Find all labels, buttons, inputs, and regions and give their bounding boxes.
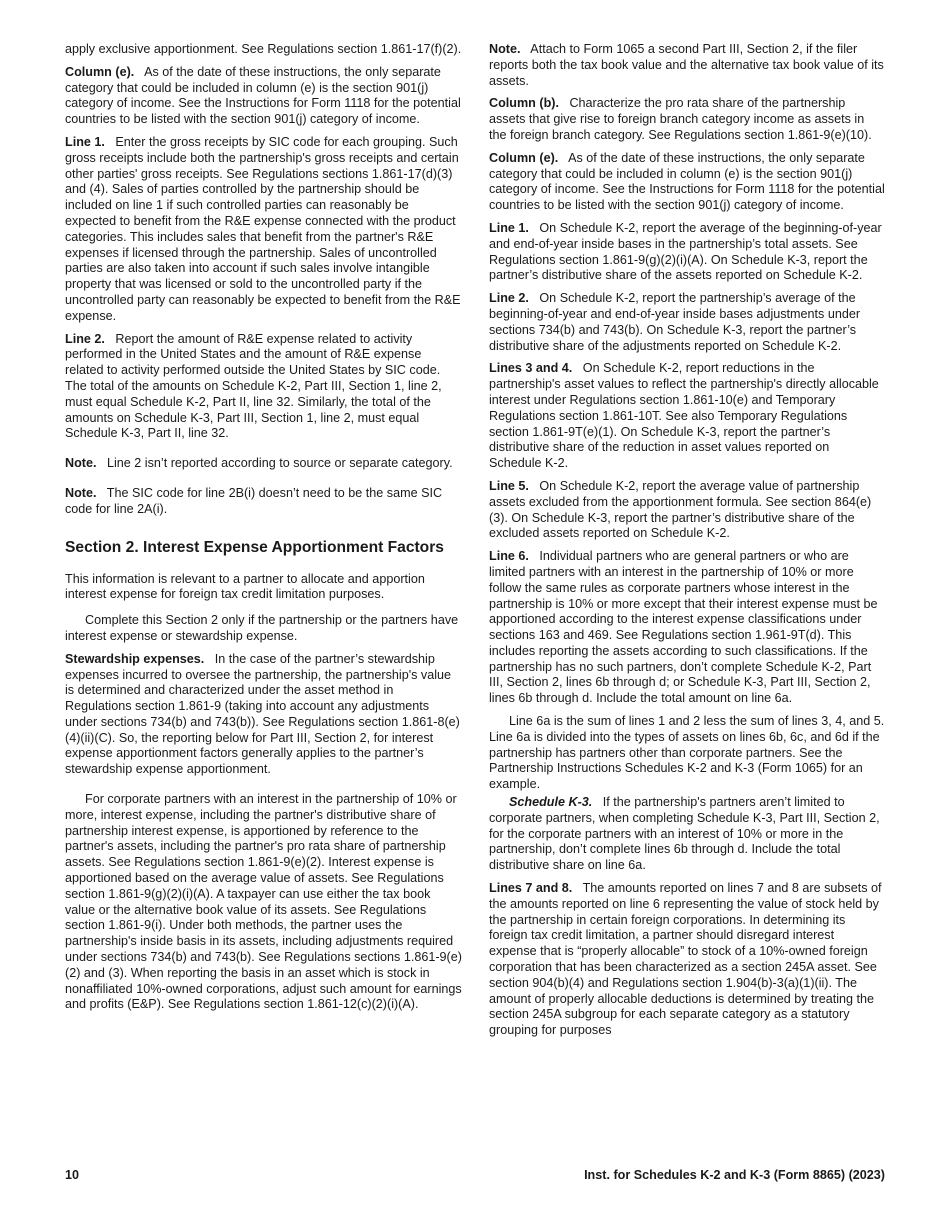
column-b-text: Characterize the pro rata share of the partnership assets that give rise to foreign branch category income as assets in the foreign branch category. See Regulations section 1.861-9(e)(10). — [489, 96, 872, 142]
line2-text: On Schedule K-2, report the partnership’s average of the beginning-of-year and end-of-year inside bases adjustments under sections 734(b) and 743(b). On Schedule K-3, report the partner’s distributive share of the adjustments reported on Schedule K-2. — [489, 291, 861, 353]
line2-paragraph — [489, 291, 885, 354]
line2-paragraph — [65, 332, 462, 443]
line1-paragraph — [489, 221, 885, 284]
line1-text: On Schedule K-2, report the average of the beginning-of-year and end-of-year inside bases in the partnership’s total assets. See Regulations section 1.861-9(g)(2)(i)(A). On Schedule K-3, report the partner’s distributive share of the assets reported on Schedule K-2. — [489, 220, 882, 283]
line5-paragraph — [489, 479, 885, 542]
document-title-footer: Inst. for Schedules K-2 and K-3 (Form 8865) (2023) — [584, 1168, 885, 1182]
line2-heading: Line 2. — [489, 291, 529, 306]
column-e-text: As of the date of these instructions, the only separate category that could be included in column (e) is the section 901(j) category of income. See the Instructions for Form 1118 for the potential countries to be listed with the section 901(j) category of income. — [65, 64, 461, 127]
note-text: Attach to Form 1065 a second Part III, Section 2, if the filer reports both the tax book value and the alternative tax book value of its assets. — [489, 42, 884, 88]
line6-heading: Line 6. — [489, 549, 529, 564]
corporate-partners-paragraph: For corporate partners with an interest in the partnership of 10% or more, interest expense, including the partner's distributive share of partnership interest expense, is apportioned by reference to the partner's assets, including the partner's pro rata share of partnership assets. See Regulations section 1.861-9(e)(2). Interest expense is apportioned based on the average value of assets. See Regulations section 1.861-9(g)(2)(i)(A). A taxpayer can use either the tax book value or the alternative book value of its assets. See Regulations section 1.861-9(i). Under both methods, the partner uses the partnership's inside basis in its assets, including adjustments required under sections 734(b) and 743(b). See Regulations sections 1.861-9(e)(2) and (3). When reporting the basis in an asset which is stock in nonaffiliated 10%-owned corporations, adjust such amount for earnings and profits (E&P). See Regulations section 1.861-12(c)(2)(i)(A). — [65, 792, 462, 1012]
note-text: Line 2 isn’t reported according to source or separate category. — [106, 456, 453, 471]
column-e-paragraph — [65, 65, 462, 128]
line6-text: Individual partners who are general partners or who are limited partners with an interest in the partnership of 10% or more follow the same rules as corporate partners whose interest in the partnership is 10% or more except that their interest expense must be apportioned according to the interest expense classifications under sections 163 and 469. See Regulations section 1.961-9T(d). This includes reporting the assets according to such classifications. If the partnership has no such partners, don’t complete Schedule K-2, Part III, Section 2, lines 6b through d; or Schedule K-3, Part III, Section 2, lines 6b through d. Include the total amount on line 6a. — [489, 549, 878, 706]
column-b-paragraph — [489, 96, 885, 143]
column-e-heading: Column (e). — [489, 150, 559, 165]
column-b-heading: Column (b). — [489, 96, 559, 111]
left-column — [65, 42, 462, 1020]
stewardship-heading: Stewardship expenses. — [65, 651, 205, 666]
note-attach-paragraph — [489, 42, 885, 89]
schedule-k3-heading: Schedule K-3. — [509, 795, 593, 810]
section2-heading: Section 2. Interest Expense Apportionment Factors — [65, 538, 444, 556]
column-e-text: As of the date of these instructions, the only separate category that could be included in column (e) is the section 901(j) category of income. See the Instructions for Form 1118 for the potential countries to be listed with the section 901(j) category of income. — [489, 150, 885, 213]
line1-text: Enter the gross receipts by SIC code for each grouping. Such gross receipts include both the partnership's gross receipts and certain other parties' gross receipts. See Regulations sections 1.861-17(d)(3) and (4). Sales of parties controlled by the partnership should be included on line 1 if such controlled parties can reasonably be expected to benefit from the R&E expense connected with the product categories. This includes sales that benefit from the partner's R&E expenses if licensed through the partnership. Sales of uncontrolled parties are also taken into account if such sales involve intangible property that was licensed or sold to the uncontrolled party if the uncontrolled party can reasonably be expected to benefit from the R&E expense. — [65, 134, 461, 323]
line5-text: On Schedule K-2, report the average value of partnership assets excluded from the apportionment formula. See section 864(e)(3). On Schedule K-3, report the partner’s distributive share of the excluded assets reported on Schedule K-2. — [489, 478, 872, 541]
note-sic-code — [65, 486, 462, 518]
line1-heading: Line 1. — [65, 134, 105, 149]
right-column — [489, 42, 885, 1046]
note-heading: Note. — [489, 42, 521, 56]
line2-text: Report the amount of R&E expense related to activity performed in the United States and the amount of R&E expense related to activity performed outside the United States by SIC code. The total of the amounts on Schedule K-2, Part III, Section 1, line 2, must equal Schedule K-2, Part II, line 32. Similarly, the total of the amounts on Schedule K-3, Part III, Section 1, line 2, must equal Schedule K-3, Part II, line 32. — [65, 331, 442, 441]
line1-heading: Line 1. — [489, 220, 529, 235]
lines-7-8-text: The amounts reported on lines 7 and 8 are subsets of the amounts reported on line 6 representing the value of stock held by the partnership in certain foreign corporations. In determining its foreign tax credit limitation, a partner should disregard interest expense that is “properly allocable” to stock of a 10%-owned foreign corporation that has been characterized as a section 245A asset. See section 904(b)(4) and Regulations section 1.904(b)-3(a)(1)(ii). The amount of properly allocable deductions is determined by treating the section 245A subgroup for each separate category as a statutory grouping for purposes — [489, 881, 882, 1038]
column-e-heading: Column (e). — [65, 64, 135, 79]
continued-paragraph: apply exclusive apportionment. See Regulations section 1.861-17(f)(2). — [65, 42, 462, 56]
schedule-k3-paragraph — [489, 795, 885, 874]
schedule-k3-text: If the partnership's partners aren’t limited to corporate partners, when completing Schedule K-3, Part III, Section 2, for the corporate partners with an interest of 10% or more in the partnership, don’t complete lines 6b through d. Include the total distributive share on line 6a. — [489, 795, 880, 873]
note-heading: Note. — [65, 485, 97, 500]
lines-7-8-paragraph — [489, 881, 885, 1039]
lines-3-4-paragraph — [489, 361, 885, 472]
lines-7-8-heading: Lines 7 and 8. — [489, 881, 573, 896]
line6a-paragraph: Line 6a is the sum of lines 1 and 2 less the sum of lines 3, 4, and 5. Line 6a is divided into the types of assets on lines 6b, 6c, and 6d if the partnership has partners other than corporate partners. See the Partnership Instructions Schedules K-2 and K-3 (Form 1065) for an example. — [489, 714, 885, 792]
line5-heading: Line 5. — [489, 478, 529, 493]
stewardship-text: In the case of the partner’s stewardship expenses incurred to oversee the partnership, the partnership's value is determined and characterized under the asset method in Regulations section 1.861-9 (taking into account any adjustments under sections 734(b) and 743(b)). See Regulations section 1.861-8(e)(4)(ii)(C). So, the reporting below for Part III, Section 2, for interest expense apportionment factors generally applies to the partner’s stewardship expense apportionment. — [65, 651, 460, 777]
stewardship-paragraph — [65, 652, 462, 778]
line1-paragraph — [65, 135, 462, 325]
line2-heading: Line 2. — [65, 331, 105, 346]
lines-3-4-text: On Schedule K-2, report reductions in the partnership's asset values to reflect the partnership's directly allocable interest under Regulations section 1.861-10(e) and Temporary Regulations section 1.861-10T. See also Temporary Regulations section 1.861-9T(e)(1). On Schedule K-3, report the partner’s distributive share of the reduction in asset values reported on Schedule K-2. — [489, 361, 879, 471]
note-text: The SIC code for line 2B(i) doesn’t need to be the same SIC code for line 2A(i). — [65, 485, 443, 516]
section2-complete-note: Complete this Section 2 only if the partnership or the partners have interest expense or stewardship expense. — [65, 613, 459, 643]
note-heading: Note. — [65, 456, 97, 471]
page-number: 10 — [65, 1168, 80, 1182]
note-line2-source — [65, 456, 462, 472]
section2-intro: This information is relevant to a partner to allocate and apportion interest expense for foreign tax credit limitation purposes. — [65, 571, 425, 602]
column-e-paragraph — [489, 151, 885, 214]
lines-3-4-heading: Lines 3 and 4. — [489, 361, 573, 376]
line6-paragraph — [489, 549, 885, 707]
